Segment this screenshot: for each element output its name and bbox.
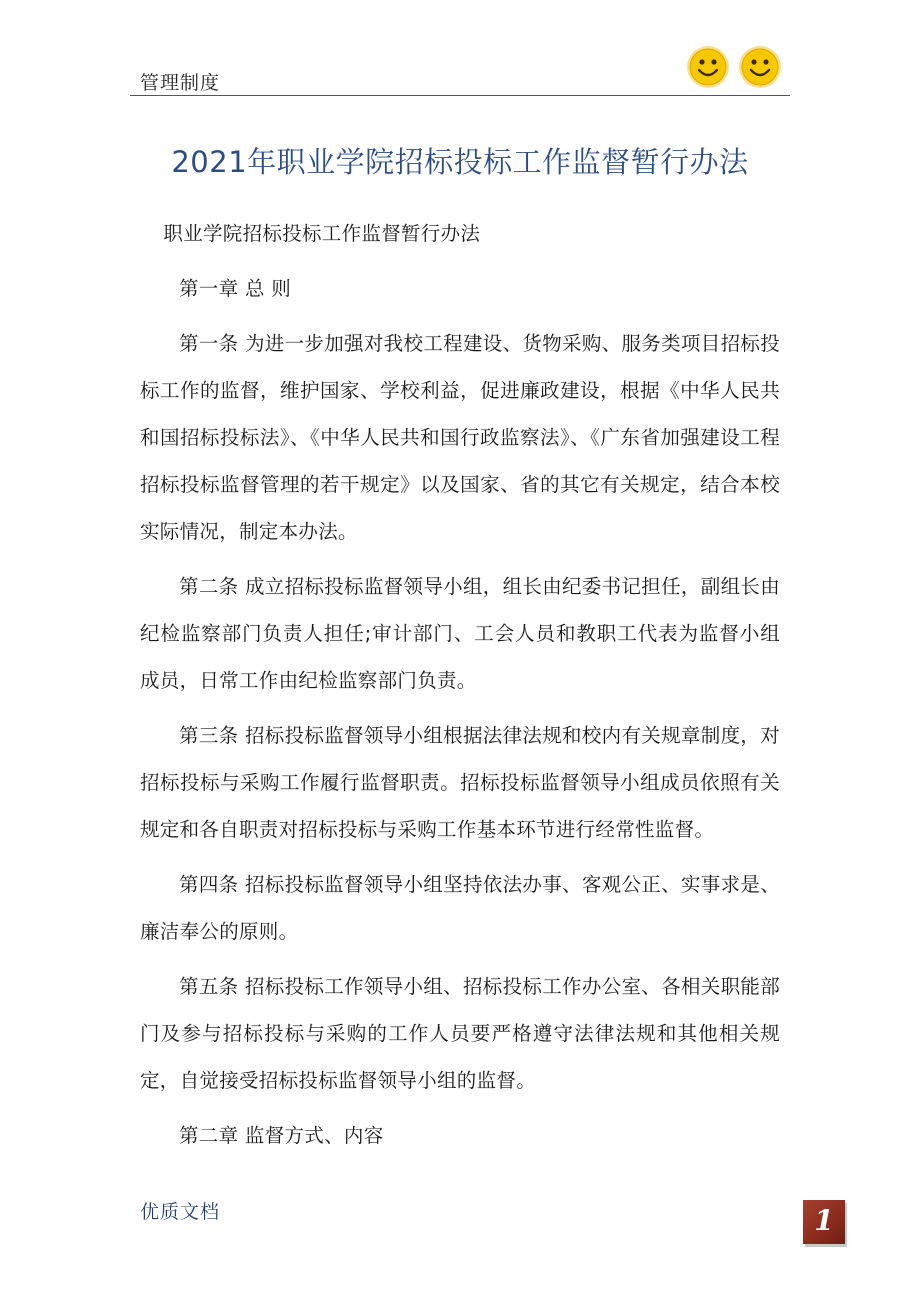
article-paragraph: 第一条 为进一步加强对我校工程建设、货物采购、服务类项目招标投标工作的监督，维护国家、学校利益，促进廉政建设，根据《中华人民共和国招标投标法》、《中华人民共和国行政监察法》、《广东省加强建设工程招标投标监督管理的若干规定》以及国家、省的其它有关规定，结合本校实际情况，制定本办法。 (140, 332, 780, 543)
document-title: 2021年职业学院招标投标工作监督暂行办法 (171, 145, 749, 179)
article-paragraph: 第二条 成立招标投标监督领导小组，组长由纪委书记担任，副组长由纪检监察部门负责人担任;审计部门、工会人员和教职工代表为监督小组成员，日常工作由纪检监察部门负责。 (140, 575, 780, 692)
footer-label: 优质文档 (140, 1201, 221, 1223)
article-paragraph: 第三条 招标投标监督领导小组根据法律法规和校内有关规章制度，对招标投标与采购工作履行监督职责。招标投标监督领导小组成员依照有关规定和各自职责对招标投标与采购工作基本环节进行经常性监督。 (140, 724, 780, 841)
document-body (140, 210, 780, 1167)
article-paragraph: 第五条 招标投标工作领导小组、招标投标工作办公室、各相关职能部门及参与招标投标与采购的工作人员要严格遵守法律法规和其他相关规定，自觉接受招标投标监督领导小组的监督。 (140, 975, 780, 1092)
smiley-face-icon (739, 46, 781, 88)
page-number: 1 (814, 1204, 834, 1237)
page-number-badge (803, 1200, 845, 1244)
chapter-heading: 第二章 监督方式、内容 (179, 1124, 384, 1147)
smiley-face-icon (687, 46, 729, 88)
header-label: 管理制度 (140, 72, 221, 94)
chapter-heading: 第一章 总 则 (179, 277, 291, 300)
article-paragraph: 第四条 招标投标监督领导小组坚持依法办事、客观公正、实事求是、廉洁奉公的原则。 (140, 873, 780, 943)
document-subtitle: 职业学院招标投标工作监督暂行办法 (163, 222, 481, 245)
header-divider (130, 95, 790, 96)
smiley-decoration (684, 42, 784, 92)
